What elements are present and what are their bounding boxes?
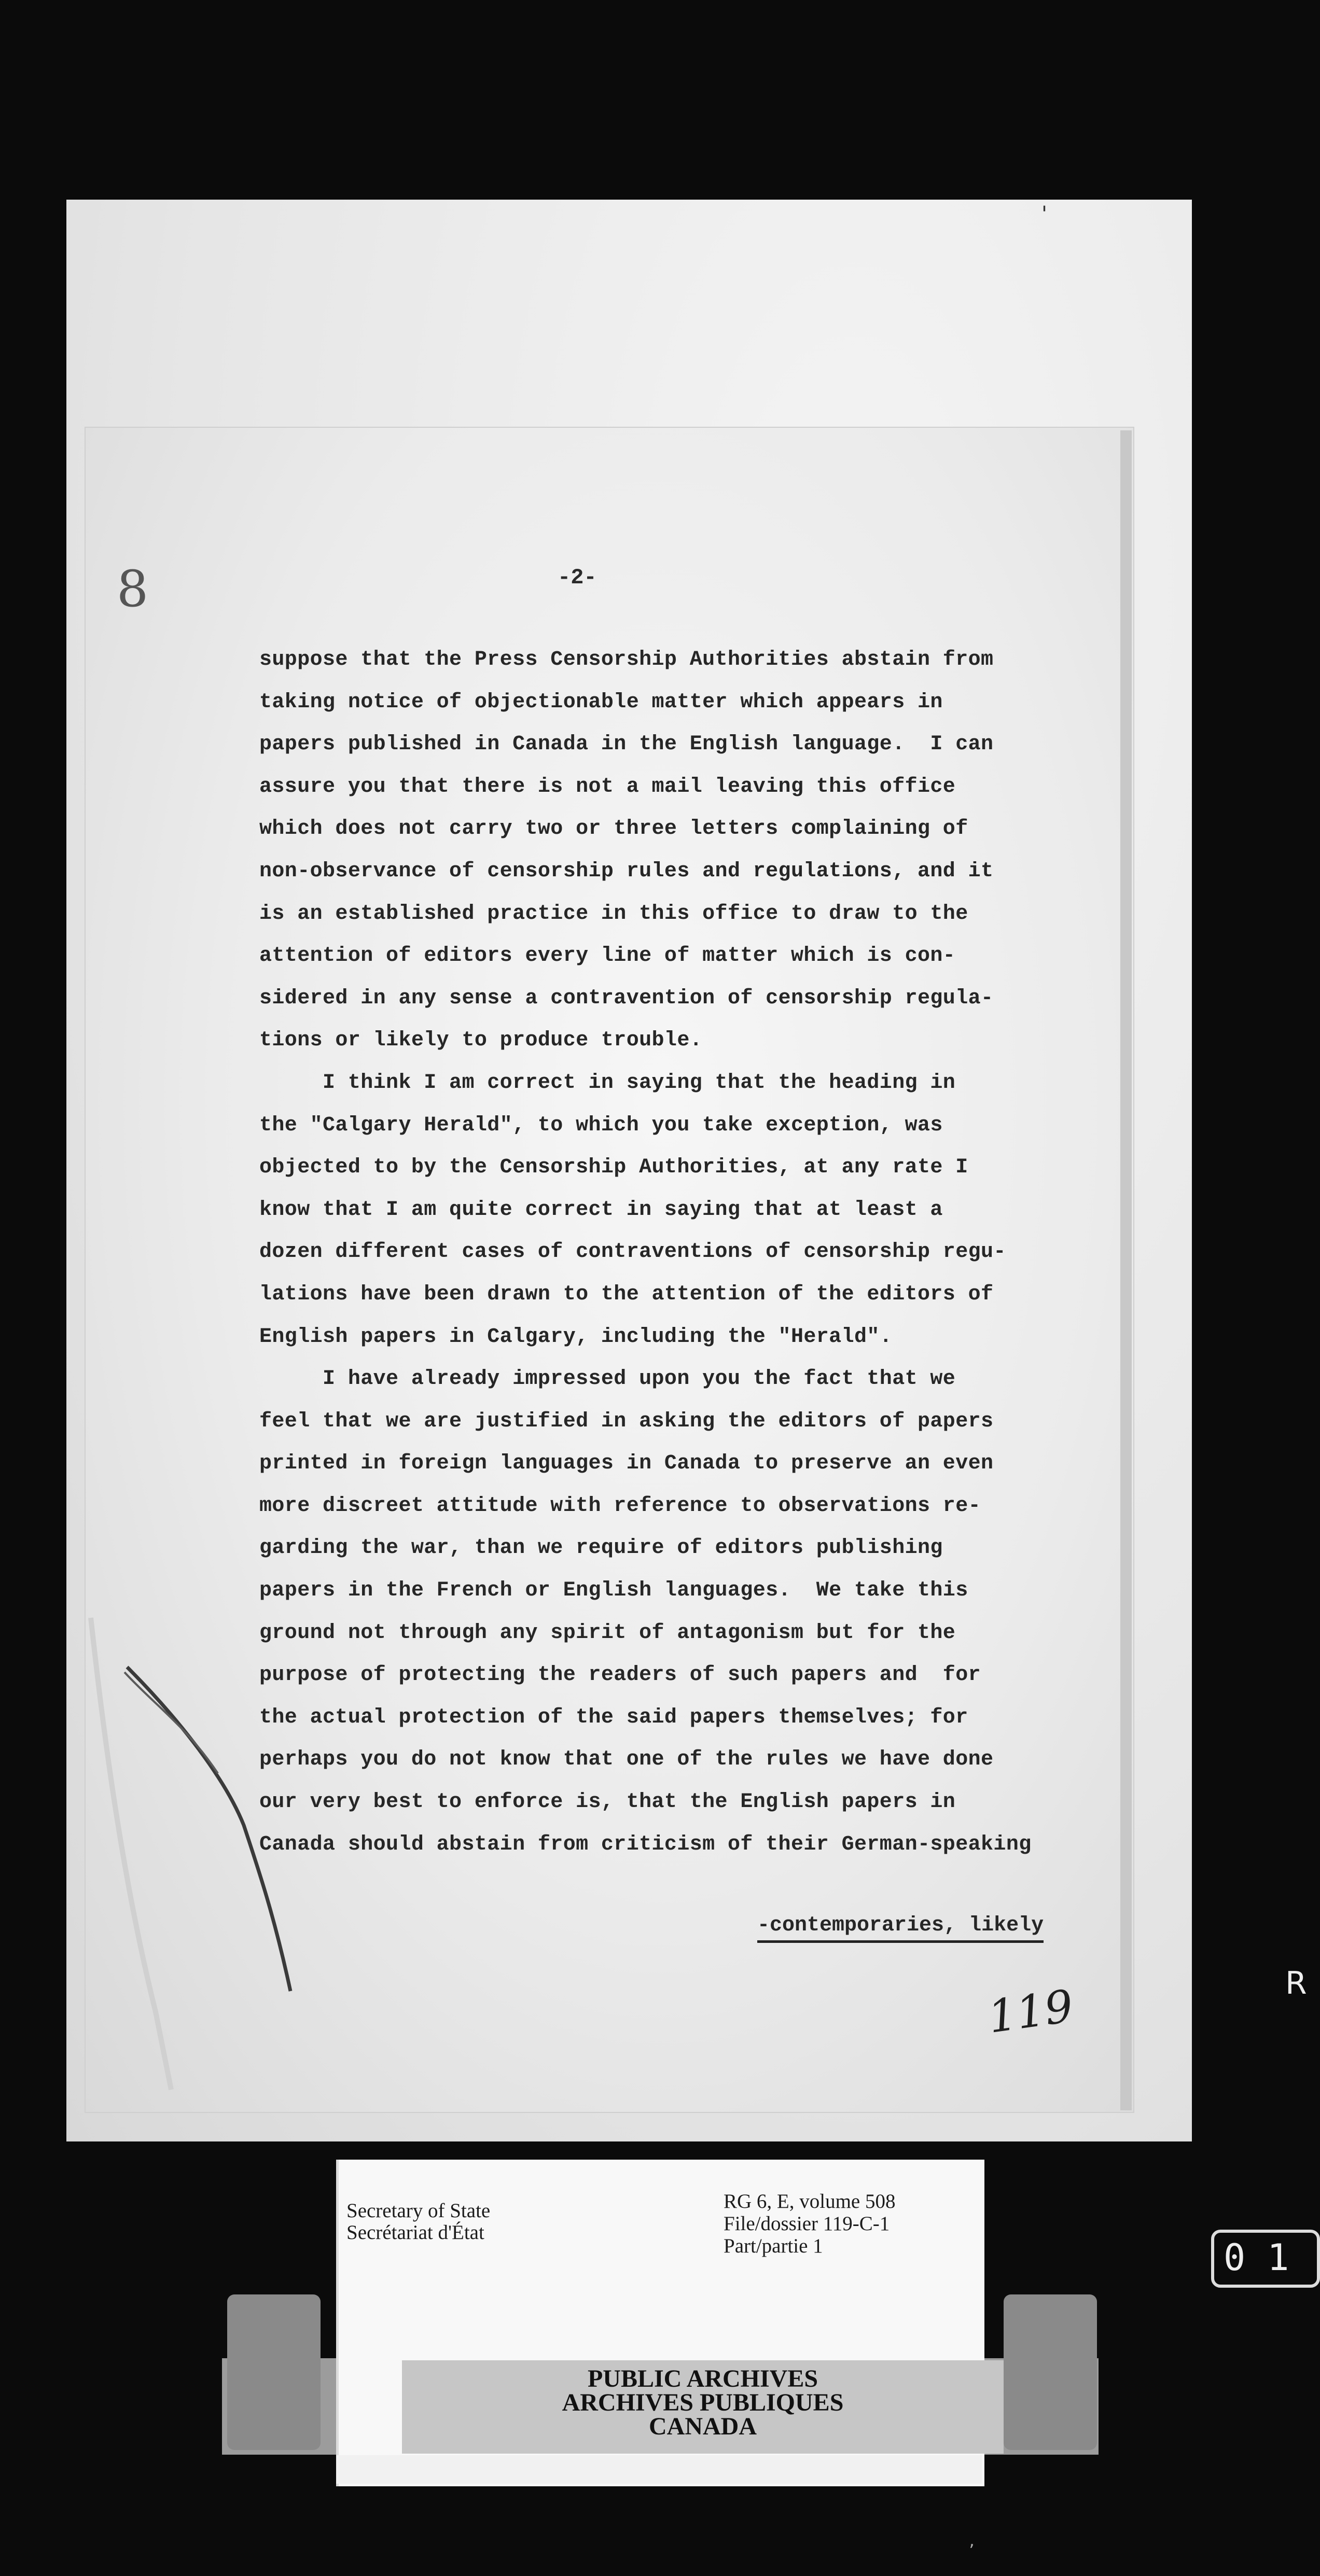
archives-line: PUBLIC ARCHIVES (587, 2365, 818, 2392)
text-line: know that I am quite correct in saying that at least a (259, 1198, 943, 1222)
text-line: garding the war, than we require of editors publishing (259, 1536, 943, 1560)
text-line: sidered in any sense a contravention of censorship regula- (259, 986, 994, 1010)
text-line: more discreet attitude with reference to observations re- (259, 1494, 981, 1518)
tiny-mark: ʼ (969, 2541, 975, 2561)
text-line: objected to by the Censorship Authorities, at any rate I (259, 1156, 968, 1180)
text-line: papers in the French or English languages. We take this (259, 1579, 968, 1603)
text-line: the actual protection of the said papers themselves; for (259, 1705, 968, 1729)
text-line: dozen different cases of contraventions of censorship regu- (259, 1240, 1006, 1264)
text-line: lations have been drawn to the attention of the editors of (259, 1282, 994, 1306)
text-line: English papers in Calgary, including the "Herald". (259, 1325, 893, 1349)
text-line: Canada should abstain from criticism of their German-speaking (259, 1832, 1032, 1856)
folio-mark: 8 (117, 560, 149, 618)
corner-mark: ' (1041, 202, 1047, 226)
text-line: purpose of protecting the readers of such papers and for (259, 1663, 981, 1687)
text-line: taking notice of objectionable matter which appears in (259, 690, 943, 714)
frame-number: 0 1 (1211, 2230, 1320, 2288)
archives-line: CANADA (649, 2413, 757, 2440)
text-line: tions or likely to produce trouble. (259, 1029, 703, 1053)
text-line: I think I am correct in saying that the heading in (259, 1071, 956, 1095)
right-clip (1004, 2294, 1097, 2450)
text-line: papers published in Canada in the English language. I can (259, 733, 994, 757)
text-line: feel that we are justified in asking the editors of papers (259, 1409, 994, 1433)
text-line: perhaps you do not know that one of the rules we have done (259, 1748, 994, 1772)
archives-line: ARCHIVES PUBLIQUES (562, 2389, 844, 2416)
label-card-bottom (336, 2455, 982, 2484)
text-line: printed in foreign languages in Canada to preserve an even (259, 1452, 994, 1476)
handwritten-number: 119 (984, 1980, 1077, 2043)
text-line: attention of editors every line of matter which is con- (259, 944, 956, 968)
text-line: ground not through any spirit of antagonism but for the (259, 1621, 956, 1645)
label-file: File/dossier 119-C-1 (724, 2213, 890, 2235)
label-dept-en: Secretary of State (346, 2200, 491, 2222)
text-line: assure you that there is not a mail leaving this office (259, 775, 956, 799)
label-dept-fr: Secrétariat d'État (346, 2221, 484, 2244)
text-line: non-observance of censorship rules and regulations, and it (259, 859, 994, 883)
archives-stamp (402, 2367, 1004, 2439)
page-number: -2- (558, 565, 597, 590)
text-line: I have already impressed upon you the fact that we (259, 1367, 956, 1391)
label-part: Part/partie 1 (724, 2235, 823, 2257)
text-line: the "Calgary Herald", to which you take exception, was (259, 1113, 943, 1137)
text-line: suppose that the Press Censorship Authorities abstain from (259, 648, 994, 671)
left-clip (227, 2294, 321, 2450)
text-line: which does not carry two or three letters complaining of (259, 817, 968, 841)
text-line: is an established practice in this office to draw to the (259, 902, 968, 926)
label-volume: RG 6, E, volume 508 (724, 2190, 896, 2213)
catchword: -contemporaries, likely (757, 1913, 1044, 1943)
text-line: our very best to enforce is, that the English papers in (259, 1790, 956, 1814)
side-fragment: R (1285, 1965, 1307, 2001)
